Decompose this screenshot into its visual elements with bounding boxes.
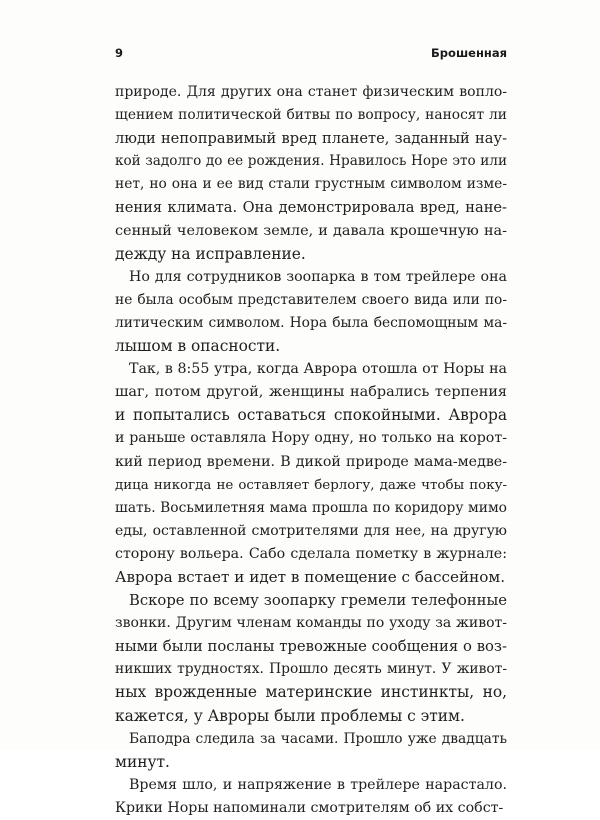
text-line: ными были посланы тревожные сообщения о воз- — [115, 638, 507, 656]
text-line: природе. Для других она станет физическим вопло- — [115, 84, 507, 100]
text-line: сенный человеком земле, и давала крошечную на- — [115, 222, 507, 239]
paragraph — [115, 266, 507, 358]
text-line: Время шло, и напряжение в трейлере нарастало. — [129, 776, 507, 793]
text-line: Баподра следила за часами. Прошло уже двадцать — [129, 730, 507, 747]
text-line: лышом в опасности. — [115, 337, 281, 356]
text-line: Аврора встает и идет в помещение с бассейном. — [115, 567, 506, 586]
text-line: кий период времени. В дикой природе мама-медве- — [115, 453, 507, 470]
text-line: кажется, у Авроры были проблемы с этим. — [115, 706, 465, 725]
text-line: шаг, потом другой, женщины набрались терпения — [115, 384, 507, 401]
text-line: сторону вольера. Сабо сделала пометку в журнале: — [115, 545, 507, 562]
paragraph — [115, 81, 507, 266]
paragraph — [115, 358, 507, 589]
text-line: Крики Норы напоминали смотрителям об их собст- — [115, 799, 504, 816]
text-line: кой задолго до ее рождения. Нравилось Норе это или — [115, 153, 507, 170]
paragraph — [115, 728, 507, 774]
text-line: и попытались оставаться спокойными. Аврора — [115, 406, 507, 425]
running-title: Брошенная — [431, 46, 507, 60]
text-line: никших трудностях. Прошло десять минут. У живот- — [115, 661, 507, 678]
text-line: Вскоре по всему зоопарку гремели телефонные — [129, 592, 507, 610]
text-line: шать. Восьмилетняя мама прошла по коридору мимо — [115, 499, 507, 516]
text-line: звонки. Другим членам команды по уходу за живот- — [115, 615, 507, 632]
text-line: Так, в 8:55 утра, когда Аврора отошла от Норы на — [129, 361, 507, 378]
text-line: Но для сотрудников зоопарка в том трейлере она — [129, 268, 507, 285]
text-line: дежду на исправление. — [115, 244, 306, 263]
text-line: щением политической битвы по вопросу, наносят ли — [115, 107, 507, 124]
text-line: не была особым представителем своего вида или по- — [115, 291, 507, 308]
text-line: минут. — [115, 752, 170, 771]
text-line: литическим символом. Нора была беспомощным ма- — [115, 314, 507, 331]
text-line: дица никогда не оставляет берлогу, даже чтобы поку- — [115, 477, 507, 493]
text-line: ных врожденные материнские инстинкты, но, — [115, 683, 507, 702]
page-header — [115, 46, 507, 64]
paragraph — [115, 589, 507, 728]
paragraph — [115, 774, 507, 820]
page-number: 9 — [115, 46, 124, 60]
text-line: люди непоправимый вред планете, заданный нау- — [115, 130, 507, 148]
body-text — [115, 81, 507, 820]
text-line: и раньше оставляла Нору одну, но только на корот- — [115, 430, 507, 447]
text-line: нет, но она и ее вид стали грустным символом изме- — [115, 176, 507, 193]
text-line: нения климата. Она демонстрировала вред, нане- — [115, 199, 507, 217]
text-line: еды, оставленной смотрителями для нее, на другую — [115, 522, 507, 539]
